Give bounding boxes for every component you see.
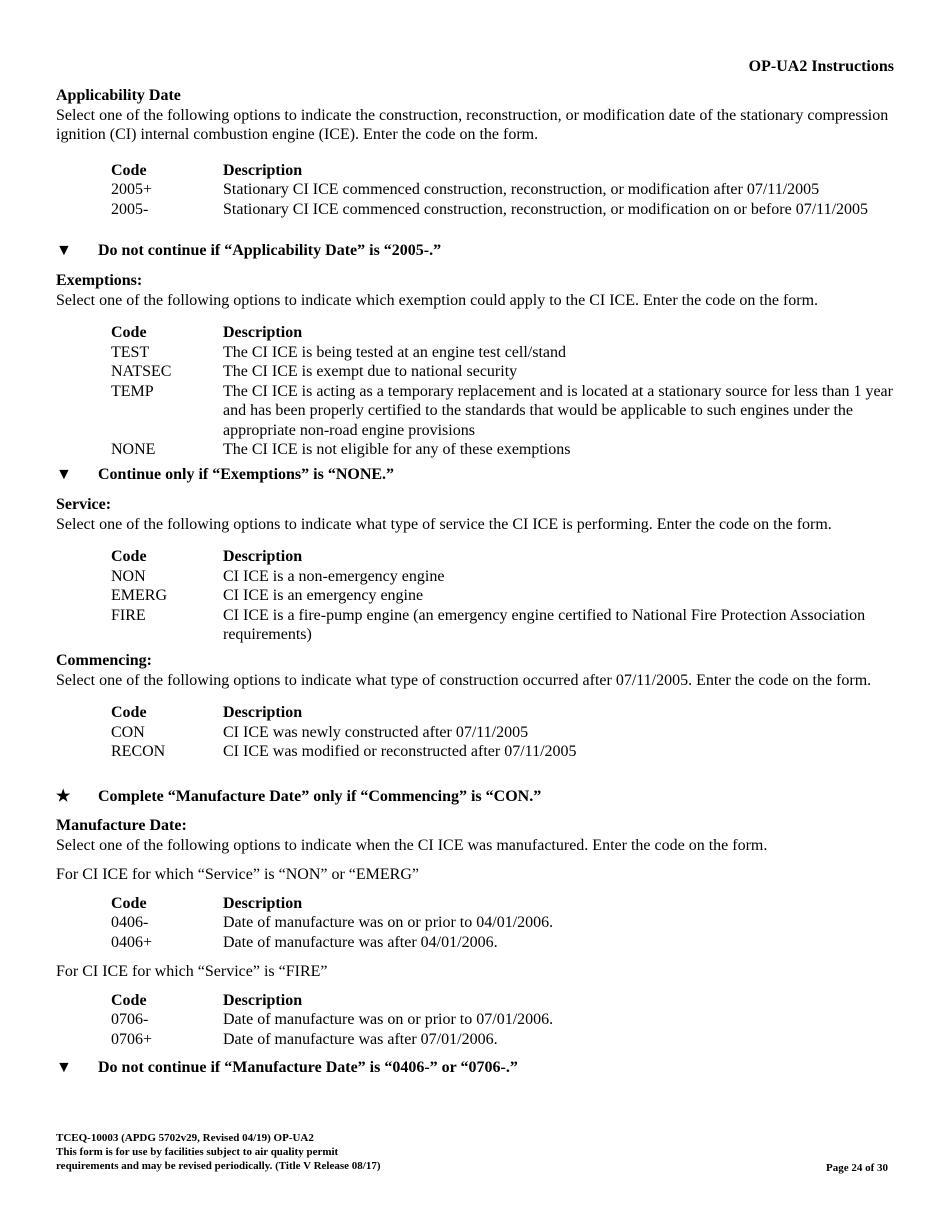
description-cell: Date of manufacture was after 07/01/2006. — [223, 1030, 498, 1048]
section-intro: Select one of the following options to indicate what type of service the CI ICE is performing. Enter the code on the form. — [56, 515, 832, 533]
section-intro: Select one of the following options to indicate what type of construction occurred after 07/11/2005. Enter the code on the form. — [56, 671, 872, 689]
column-header-code: Code — [111, 548, 147, 565]
description-cell: CI ICE was newly constructed after 07/11/2005 — [223, 723, 529, 741]
footer-form-info — [56, 1131, 380, 1173]
code-cell: 0706+ — [111, 1030, 153, 1048]
section-exemptions — [56, 271, 896, 460]
column-header-description: Description — [223, 161, 303, 179]
notice-manufacture-only-if-con — [56, 787, 896, 807]
column-header-description: Description — [223, 894, 303, 912]
notice-text: Complete “Manufacture Date” only if “Commencing” is “CON.” — [98, 788, 542, 805]
table-row — [111, 200, 895, 220]
page-header-title: OP-UA2 Instructions — [748, 58, 894, 75]
description-cell: Stationary CI ICE commenced construction, reconstruction, or modification on or before 07/11/2005 — [223, 200, 869, 218]
table-header-row — [111, 703, 895, 723]
footer-line: This form is for use by facilities subject to air quality permit — [56, 1146, 339, 1158]
table-row — [111, 567, 895, 587]
notice-continue-exemptions — [56, 465, 896, 485]
column-header-code: Code — [111, 991, 147, 1009]
code-cell: 0406+ — [111, 933, 153, 951]
table-row — [111, 586, 895, 606]
subheading-fire: For CI ICE for which “Service” is “FIRE” — [56, 963, 328, 980]
footer-line: TCEQ-10003 (APDG 5702v29, Revised 04/19) OP-UA2 — [56, 1132, 314, 1144]
table-row — [111, 180, 895, 200]
column-header-code: Code — [111, 324, 147, 341]
section-commencing — [56, 651, 896, 762]
section-intro: Select one of the following options to indicate the construction, reconstruction, or modification date of the stationary compression ignition (CI) internal combustion engine (ICE). Enter the code on the form. — [56, 106, 889, 143]
description-cell: The CI ICE is not eligible for any of these exemptions — [223, 441, 571, 458]
code-table — [111, 547, 895, 645]
code-cell: TEST — [111, 343, 150, 361]
table-row — [111, 440, 895, 460]
section-manufacture-date — [56, 816, 896, 1049]
code-table — [111, 703, 895, 762]
code-cell: FIRE — [111, 606, 146, 624]
description-cell: CI ICE is a non-emergency engine — [223, 567, 445, 585]
notice-stop-applicability — [56, 241, 896, 261]
code-cell: NONE — [111, 441, 156, 458]
table-row — [111, 742, 895, 762]
column-header-code: Code — [111, 161, 147, 179]
description-cell: The CI ICE is acting as a temporary replacement and is located at a stationary source for less than 1 year and has been properly certified to the standards that would be applicable to such engines under the appropriate non-road engine provisions — [223, 382, 893, 439]
column-header-code: Code — [111, 894, 147, 912]
description-cell: Stationary CI ICE commenced construction, reconstruction, or modification after 07/11/2005 — [223, 181, 820, 198]
description-cell: The CI ICE is being tested at an engine test cell/stand — [223, 343, 567, 361]
code-cell: EMERG — [111, 587, 167, 604]
table-row — [111, 1030, 895, 1050]
down-triangle-icon: ▼ — [56, 242, 72, 259]
section-intro: Select one of the following options to indicate when the CI ICE was manufactured. Enter the code on the form. — [56, 836, 768, 854]
section-heading: Commencing: — [56, 652, 152, 669]
description-cell: Date of manufacture was on or prior to 07/01/2006. — [223, 1011, 554, 1028]
description-cell: CI ICE is an emergency engine — [223, 587, 424, 604]
table-row — [111, 913, 895, 933]
section-heading: Manufacture Date: — [56, 817, 187, 834]
table-header-row — [111, 323, 895, 343]
table-row — [111, 1010, 895, 1030]
footer-line: requirements and may be revised periodically. (Title V Release 08/17) — [56, 1160, 381, 1172]
code-table — [111, 991, 895, 1050]
code-table — [111, 161, 895, 220]
section-heading: Service: — [56, 496, 112, 513]
code-cell: TEMP — [111, 382, 154, 400]
code-cell: NON — [111, 567, 146, 585]
section-heading: Exemptions: — [56, 272, 143, 289]
table-row — [111, 382, 895, 441]
down-triangle-icon: ▼ — [56, 1059, 72, 1076]
table-header-row — [111, 547, 895, 567]
notice-text: Do not continue if “Manufacture Date” is “0406-” or “0706-.” — [98, 1059, 518, 1076]
description-cell: The CI ICE is exempt due to national security — [223, 363, 518, 380]
code-cell: 2005+ — [111, 181, 153, 198]
table-row — [111, 933, 895, 953]
code-cell: 0706- — [111, 1011, 149, 1028]
table-row — [111, 606, 895, 645]
section-service — [56, 495, 896, 645]
page-number: Page 24 of 30 — [825, 1162, 888, 1174]
table-row — [111, 362, 895, 382]
column-header-description: Description — [223, 991, 303, 1009]
star-icon: ★ — [56, 788, 71, 805]
notice-text: Do not continue if “Applicability Date” is “2005-.” — [98, 242, 442, 259]
section-heading: Applicability Date — [56, 87, 181, 104]
code-table — [111, 323, 895, 460]
code-table — [111, 894, 895, 953]
table-header-row — [111, 894, 895, 914]
table-row — [111, 723, 895, 743]
column-header-code: Code — [111, 704, 147, 721]
description-cell: CI ICE is a fire-pump engine (an emergency engine certified to National Fire Protection Association requirements) — [223, 606, 866, 643]
code-cell: 0406- — [111, 914, 149, 931]
code-cell: CON — [111, 723, 145, 741]
column-header-description: Description — [223, 548, 303, 565]
subheading-non-emerg: For CI ICE for which “Service” is “NON” or “EMERG” — [56, 866, 420, 883]
table-row — [111, 343, 895, 363]
notice-text: Continue only if “Exemptions” is “NONE.” — [98, 466, 395, 483]
description-cell: Date of manufacture was after 04/01/2006. — [223, 933, 498, 951]
description-cell: CI ICE was modified or reconstructed after 07/11/2005 — [223, 743, 577, 760]
notice-stop-manufacture — [56, 1058, 896, 1078]
column-header-description: Description — [223, 324, 303, 341]
description-cell: Date of manufacture was on or prior to 04/01/2006. — [223, 914, 554, 931]
down-triangle-icon: ▼ — [56, 466, 72, 483]
section-applicability-date — [56, 86, 896, 219]
table-header-row — [111, 991, 895, 1011]
column-header-description: Description — [223, 704, 303, 721]
code-cell: NATSEC — [111, 363, 172, 380]
code-cell: RECON — [111, 743, 166, 760]
section-intro: Select one of the following options to indicate which exemption could apply to the CI ICE. Enter the code on the form. — [56, 291, 819, 309]
table-header-row — [111, 161, 895, 181]
code-cell: 2005- — [111, 200, 149, 218]
